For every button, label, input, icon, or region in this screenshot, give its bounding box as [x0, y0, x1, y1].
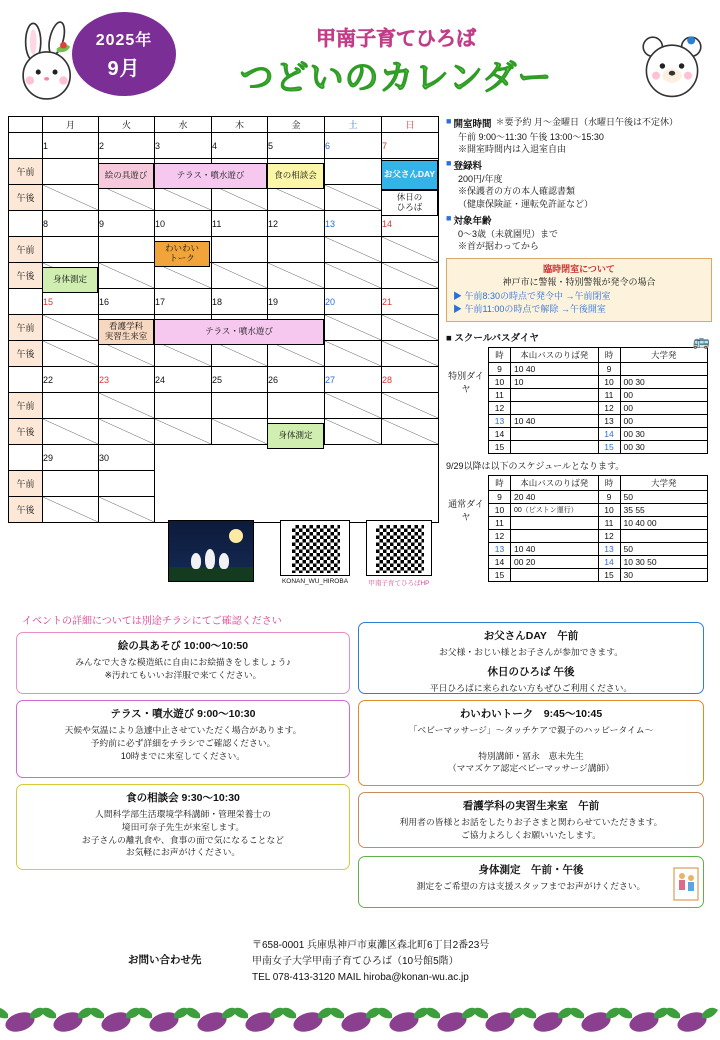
pm-row-4 [9, 419, 439, 445]
label-pm-3: 午後 [9, 341, 43, 367]
c: 50 [620, 490, 708, 503]
bus-row [489, 362, 708, 375]
rabbit-silhouette [191, 553, 201, 569]
bus-normal-table [488, 475, 708, 582]
cell-20-am [325, 315, 382, 341]
emergency-row-1: ▶ 午前8:30の時点で発令中 →午前閉室 [453, 290, 611, 301]
c: 15 [489, 568, 511, 581]
c [620, 529, 708, 542]
emergency-title: 臨時閉室について [543, 263, 615, 274]
bus-header-row [489, 347, 708, 362]
bus-normal-label: 通常ダイヤ [448, 498, 484, 522]
grass [169, 567, 253, 581]
info-label: 開室時間 [453, 119, 492, 130]
cell-22-am [43, 393, 99, 419]
page-header [0, 0, 720, 112]
label-pm-1: 午後 [9, 185, 43, 211]
cell-9-pm [99, 263, 155, 289]
day-1: 1 [43, 133, 99, 159]
info-hours-line1: 午前 9:00～11:30 午後 13:00～15:30 [458, 132, 604, 142]
day-2: 2 [99, 133, 155, 159]
bus-schedule-note: 9/29以降は以下のスケジュールとなります。 [446, 460, 625, 471]
detail-box-shintai-sokutei [358, 856, 704, 908]
c: 00（ピストン運行） [511, 503, 599, 516]
detail-title: テラス・噴水遊び 9:00～10:30 [110, 708, 256, 720]
bus-header-row [489, 475, 708, 490]
square-bullet-icon: ■ [446, 212, 452, 223]
c [511, 427, 599, 440]
sweet-potato-border [0, 1000, 720, 1040]
info-item-hours [446, 116, 712, 130]
badge-year: 2025年 [95, 32, 153, 49]
cell-23-pm [99, 419, 155, 445]
label-pm-4: 午後 [9, 419, 43, 445]
daynum-row-4 [9, 367, 439, 393]
event-kangogakka-1[interactable]: 看護学科 実習生来室 [98, 319, 154, 345]
day-3: 3 [155, 133, 212, 159]
event-label: お父さんDAY [383, 169, 436, 180]
c: 11 [489, 516, 511, 529]
day-17: 17 [155, 289, 212, 315]
c: 11 [598, 388, 620, 401]
am-row-4 [9, 393, 439, 419]
c: 10 [489, 503, 511, 516]
cell-24-pm [155, 419, 212, 445]
label-am-5: 午前 [9, 471, 43, 497]
c: 35 55 [620, 503, 708, 516]
emergency-sub: 神戸市に警報・特別警報が発令の場合 [502, 277, 656, 288]
day-13: 13 [325, 211, 382, 237]
contact-line-2: 甲南女子大学甲南子育てひろば（10号館5階） [252, 956, 459, 967]
label-am-1: 午前 [9, 159, 43, 185]
bus-row [489, 401, 708, 414]
label-pm-2: 午後 [9, 263, 43, 289]
c: 00 [620, 401, 708, 414]
cell-30-pm [99, 497, 155, 523]
day-30: 30 [99, 445, 155, 471]
badge-month: 9月 [107, 58, 141, 80]
c: 15 [598, 568, 620, 581]
bus-row [489, 388, 708, 401]
detail-box-waiwai [358, 700, 704, 786]
day-10: 10 [155, 211, 212, 237]
day-28: 28 [382, 367, 439, 393]
cell-25-pm [212, 419, 268, 445]
cell-13-am [325, 237, 382, 263]
c: 20 40 [511, 490, 599, 503]
detail-title: 食の相談会 9:30～10:30 [126, 792, 240, 804]
c [511, 516, 599, 529]
day-24: 24 [155, 367, 212, 393]
cell-11-pm [212, 263, 268, 289]
detail-body: 「ベビーマッサージ」～タッチケアで親子のハッピータイム～ 特別講師・冨永 恵未先生 （ママズケア認定ベビーマッサージ講師） [408, 725, 654, 774]
c: 13 [598, 414, 620, 427]
blank [9, 367, 43, 393]
c: 12 [489, 401, 511, 414]
dow-sat: 土 [325, 117, 382, 133]
c: 00 30 [620, 440, 708, 453]
emergency-row-2: ▶ 午前11:00の時点で解除 →午後開室 [453, 304, 606, 315]
cell-1-pm [43, 185, 99, 211]
cell-28-am [382, 393, 439, 419]
label-am-4: 午前 [9, 393, 43, 419]
homepage-caption: 甲南子育てひろばHP [368, 580, 430, 587]
c: 10 [489, 375, 511, 388]
contact-line-1: 〒658-0001 兵庫県神戸市東灘区森北町6丁目2番23号 [252, 940, 490, 951]
info-fee-line2: ※保護者の方の本人確認書類 [458, 186, 576, 197]
cell-15-pm [43, 341, 99, 367]
calendar [8, 116, 438, 523]
calendar-header-row [9, 117, 439, 133]
daynum-row-5 [9, 445, 439, 471]
daynum-row-2 [9, 211, 439, 237]
cell-29-pm [43, 497, 99, 523]
day-22: 22 [43, 367, 99, 393]
c: 13 [598, 542, 620, 555]
event-kyujitsu-hiroba[interactable]: 休日の ひろば [381, 190, 438, 216]
cell-9-am [99, 237, 155, 263]
detail-title-2: 休日のひろば 午後 [487, 665, 575, 678]
cell-8-am [43, 237, 99, 263]
cell-23-am [99, 393, 155, 419]
info-age-line1: 0～3歳（未就園児）まで [458, 228, 559, 239]
bus-h-univ: 大学発 [620, 347, 708, 362]
c: 10 40 [511, 414, 599, 427]
bus-heading-label: スクールバスダイヤ [454, 332, 539, 344]
square-bullet-icon: ■ [446, 332, 452, 344]
c: 10 30 50 [620, 555, 708, 568]
c: 10 40 [511, 362, 599, 375]
cell-12-pm [268, 263, 325, 289]
qr-code-icon[interactable] [290, 523, 342, 575]
contact-address [252, 938, 489, 986]
detail-title: 身体測定 午前・午後 [478, 864, 584, 876]
bus-row [489, 542, 708, 555]
cell-21-am [382, 315, 439, 341]
bus-h-stop: 本山バスのりば発 [511, 347, 599, 362]
day-25: 25 [212, 367, 268, 393]
cell-11-am [212, 237, 268, 263]
c: 13 [489, 542, 511, 555]
square-bullet-icon: ■ [446, 116, 452, 126]
day-29: 29 [43, 445, 99, 471]
bus-row [489, 555, 708, 568]
c: 9 [489, 490, 511, 503]
event-otousan-day[interactable] [381, 160, 438, 190]
bus-row [489, 490, 708, 503]
dow-thu: 木 [212, 117, 268, 133]
cell-21-pm [382, 341, 439, 367]
measuring-illustration [673, 867, 699, 901]
c: 12 [489, 529, 511, 542]
bus-row [489, 414, 708, 427]
cell-1-am [43, 159, 99, 185]
detail-body: 人間科学部生活環境学科講師・管理栄養士の 境田可奈子先生が来室します。 お子さんの離乳食や、食事の面で気になることなど お気軽にお声がけください。 [81, 809, 285, 858]
day-14: 14 [382, 211, 439, 237]
day-26: 26 [268, 367, 325, 393]
c: 9 [489, 362, 511, 375]
info-fee-line3: （健康保険証・運転免許証など） [458, 198, 594, 209]
day-4: 4 [212, 133, 268, 159]
page-title: 甲南子育てひろば [316, 28, 476, 50]
cell-27-am [325, 393, 382, 419]
bus-icon: 🚌 [692, 332, 710, 349]
event-shoku-soudankai[interactable]: 食の相談会 [267, 163, 324, 189]
detail-body: 利用者の皆様とお話をしたりお子さまと関わらせていただきます。 ご協力よろしくお願いいたします。 [399, 817, 663, 840]
c: 9 [598, 362, 620, 375]
detail-body: 天候や気温により急遽中止させていただく場合があります。 予約前に必ず詳細をチラシでご確認ください。 10時までに来室してください。 [64, 725, 302, 761]
rabbit-silhouette [219, 553, 229, 569]
bus-row [489, 568, 708, 581]
bus-h-time2: 時 [598, 347, 620, 362]
c: 00 [620, 414, 708, 427]
detail-box-enogu [16, 632, 350, 694]
c: 15 [489, 440, 511, 453]
bus-row [489, 503, 708, 516]
bus-row [489, 375, 708, 388]
c: 15 [598, 440, 620, 453]
event-enogu-asobi[interactable]: 絵の具遊び [98, 163, 154, 189]
am-row-2 [9, 237, 439, 263]
c: 11 [598, 516, 620, 529]
dow-mon: 月 [43, 117, 99, 133]
cell-14-pm [382, 263, 439, 289]
detail-body: お父様・おじい様とお子さんが参加できます。 [438, 647, 624, 657]
blank [9, 133, 43, 159]
dow-wed: 水 [155, 117, 212, 133]
detail-body-2: 平日ひろばに来られない方もぜひご利用ください。 [429, 682, 633, 693]
page-subtitle: つどいのカレンダー [239, 59, 553, 97]
bus-h-stop: 本山バスのりば発 [511, 475, 599, 490]
instagram-qr[interactable] [280, 520, 350, 576]
date-badge [72, 12, 176, 96]
cell-26-am [268, 393, 325, 419]
c: 00 [620, 388, 708, 401]
info-hours-line2: ※開室時間内は入退室自由 [458, 144, 567, 155]
day-16: 16 [99, 289, 155, 315]
blank [9, 289, 43, 315]
event-waiwai-talk[interactable]: わいわい トーク [154, 241, 210, 267]
cell-29-am [43, 471, 99, 497]
day-11: 11 [212, 211, 268, 237]
c: 00 30 [620, 375, 708, 388]
c: 13 [489, 414, 511, 427]
c: 10 [598, 503, 620, 516]
dow-tue: 火 [99, 117, 155, 133]
bus-special-label: 特別ダイヤ [448, 370, 484, 394]
detail-box-kangogakka [358, 792, 704, 848]
day-27: 27 [325, 367, 382, 393]
label-am-3: 午前 [9, 315, 43, 341]
dow-fri: 金 [268, 117, 325, 133]
info-panel [446, 116, 712, 582]
detail-body: みんなで大きな模造紙に自由にお絵描きをしましょう♪ ※汚れてもいいお洋服で来てください。 [75, 657, 291, 680]
info-note: ＊要予約 月～金曜日（水曜日午後は不定休） [495, 117, 678, 127]
bus-special-table [488, 347, 708, 454]
day-6: 6 [325, 133, 382, 159]
contact-line-3: TEL 078-413-3120 MAIL hiroba@konan-wu.ac.jp [252, 972, 469, 983]
detail-body: 測定をご希望の方は支援スタッフまでお声がけください。 [416, 881, 646, 891]
bus-h-time1: 時 [489, 347, 511, 362]
event-shintai-sokutei-2[interactable]: 身体測定 [267, 423, 324, 449]
cell-25-am [212, 393, 268, 419]
day-21: 21 [382, 289, 439, 315]
c [511, 401, 599, 414]
bus-row [489, 529, 708, 542]
corner-cell [9, 117, 43, 133]
detail-title: お父さんDAY 午前 [483, 630, 579, 642]
bus-heading [446, 330, 712, 344]
c [511, 388, 599, 401]
blank [9, 445, 43, 471]
c: 00 30 [620, 427, 708, 440]
rabbit-silhouette [205, 549, 215, 569]
square-bullet-icon: ■ [446, 158, 452, 169]
emergency-closure-box [446, 258, 712, 322]
day-19: 19 [268, 289, 325, 315]
blank [9, 211, 43, 237]
label-pm-5: 午後 [9, 497, 43, 523]
daynum-row-1 [9, 133, 439, 159]
c: 00 20 [511, 555, 599, 568]
bus-row [489, 440, 708, 453]
info-item-fee [446, 158, 712, 172]
cell-24-am [155, 393, 212, 419]
cell-22-pm [43, 419, 99, 445]
c: 9 [598, 490, 620, 503]
c: 14 [598, 555, 620, 568]
day-15: 15 [43, 289, 99, 315]
c: 10 40 [511, 542, 599, 555]
cell-30-am [99, 471, 155, 497]
cell-12-am [268, 237, 325, 263]
detail-title: 看護学科の実習生来室 午前 [462, 800, 600, 812]
qr-code-icon[interactable] [374, 523, 426, 575]
c: 12 [598, 529, 620, 542]
day-9: 9 [99, 211, 155, 237]
label-am-2: 午前 [9, 237, 43, 263]
day-7: 7 [382, 133, 439, 159]
detail-box-terrace [16, 700, 350, 778]
c: 14 [489, 555, 511, 568]
c: 30 [620, 568, 708, 581]
info-age-line2: ※首が据わってから [458, 240, 539, 251]
c: 12 [598, 401, 620, 414]
day-20: 20 [325, 289, 382, 315]
bus-h-univ: 大学発 [620, 475, 708, 490]
day-8: 8 [43, 211, 99, 237]
c [620, 362, 708, 375]
cell-15-am [43, 315, 99, 341]
detail-title: わいわいトーク 9:45～10:45 [459, 708, 603, 720]
photo-qr-area [155, 445, 439, 523]
c [511, 568, 599, 581]
day-5: 5 [268, 133, 325, 159]
contact-label: お問い合わせ先 [128, 954, 202, 966]
cell-28-pm [382, 419, 439, 445]
c [511, 529, 599, 542]
c: 14 [598, 427, 620, 440]
moon-icon [229, 529, 243, 543]
events-note: イベントの詳細については別途チラシにてご確認ください [22, 616, 282, 627]
detail-box-otousan-kyujitsu [358, 622, 704, 694]
c: 50 [620, 542, 708, 555]
day-18: 18 [212, 289, 268, 315]
event-terrace-2[interactable]: テラス・噴水遊び [154, 319, 324, 345]
c: 10 [511, 375, 599, 388]
emergency-row-1-text: 午前8:30の時点で発令中 →午前閉室 [464, 290, 611, 301]
bus-h-time2: 時 [598, 475, 620, 490]
bus-row [489, 516, 708, 529]
emergency-row-2-text: 午前11:00の時点で解除 →午後開室 [464, 304, 606, 315]
detail-title: 絵の具あそび 10:00～10:50 [117, 640, 249, 652]
bus-normal-wrap [446, 475, 712, 582]
instagram-caption: KONAN_WU_HIROBA [281, 578, 349, 585]
c: 10 [598, 375, 620, 388]
info-label: 対象年齢 [453, 215, 492, 227]
cell-13-pm [325, 263, 382, 289]
moon-rabbit-illustration [168, 520, 254, 582]
c: 10 40 00 [620, 516, 708, 529]
info-item-age [446, 213, 712, 227]
info-label: 登録料 [453, 161, 482, 173]
bus-row [489, 427, 708, 440]
cell-6-am [325, 159, 382, 185]
day-12: 12 [268, 211, 325, 237]
cell-14-am [382, 237, 439, 263]
event-shintai-sokutei-1[interactable]: 身体測定 [42, 267, 98, 293]
cell-27-pm [325, 419, 382, 445]
event-terrace-1[interactable]: テラス・噴水遊び [154, 163, 267, 189]
c: 11 [489, 388, 511, 401]
cell-6-pm [325, 185, 382, 211]
info-fee-line1: 200円/年度 [458, 174, 503, 185]
dow-sun: 日 [382, 117, 439, 133]
cell-20-pm [325, 341, 382, 367]
bus-h-time1: 時 [489, 475, 511, 490]
c [511, 440, 599, 453]
day-23: 23 [99, 367, 155, 393]
homepage-qr[interactable] [366, 520, 432, 576]
detail-box-shoku [16, 784, 350, 870]
bear-icon [632, 26, 712, 106]
c: 14 [489, 427, 511, 440]
